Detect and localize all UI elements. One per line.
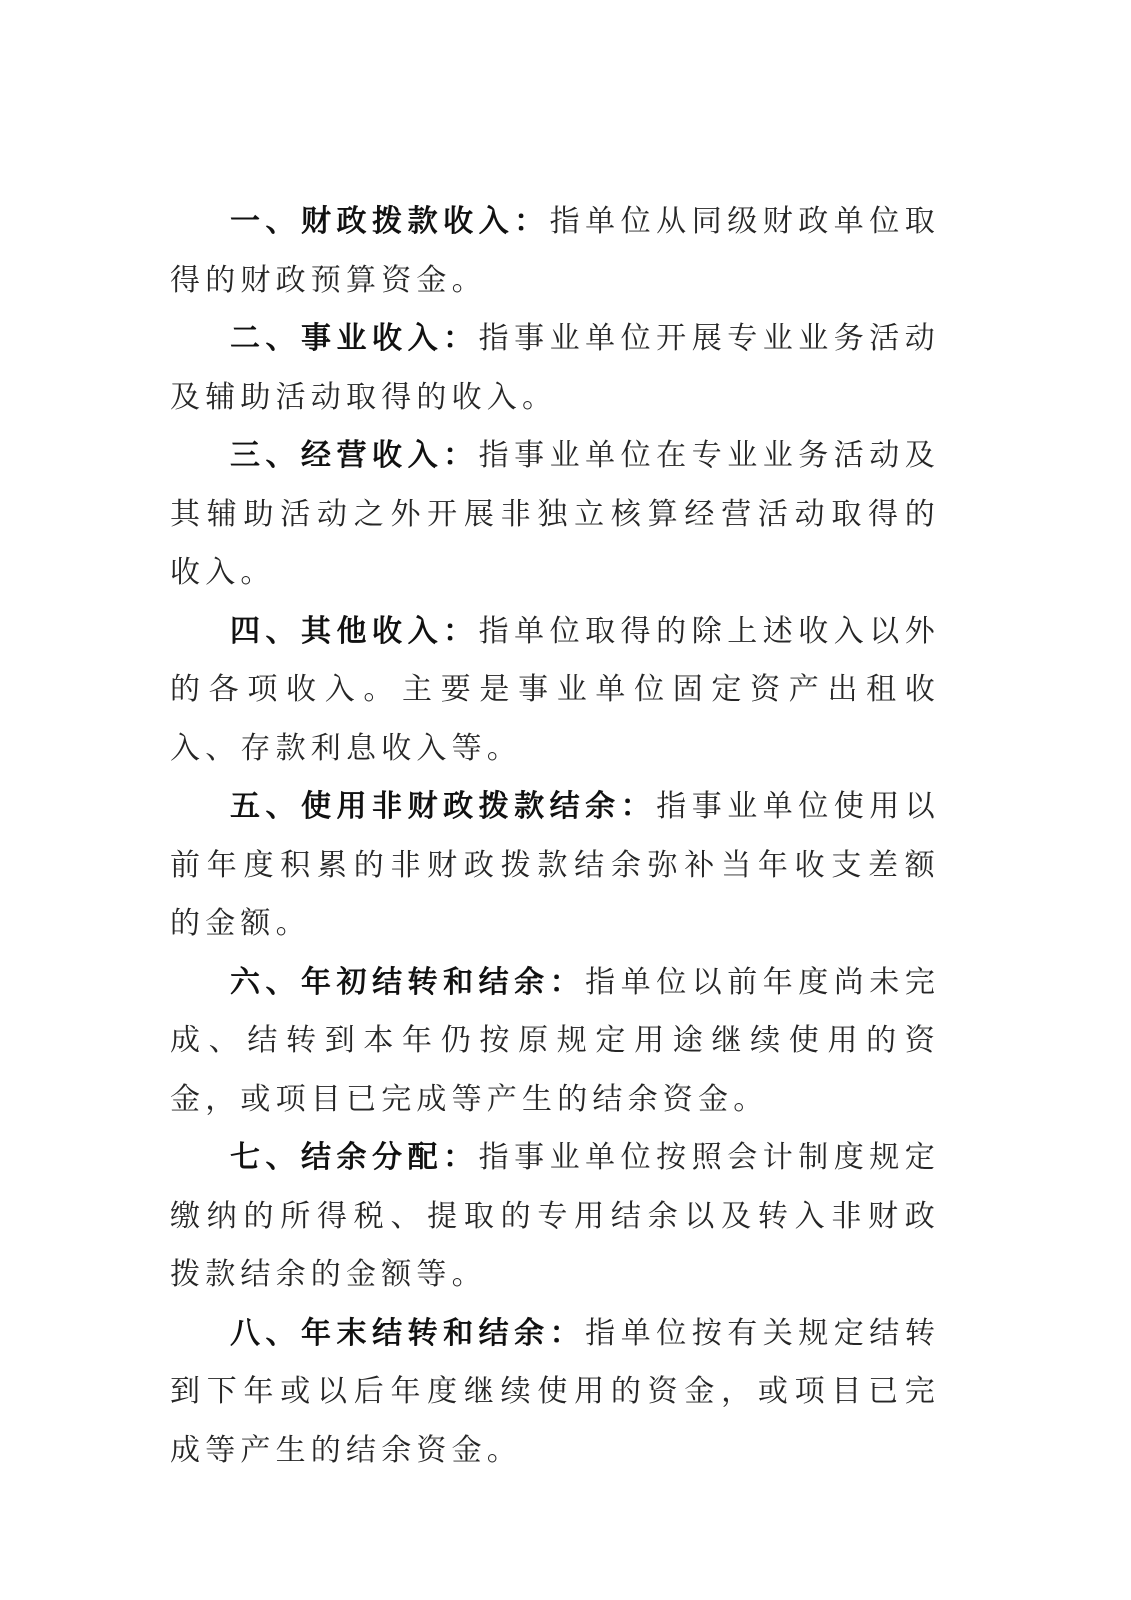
definition-term: 四、其他收入： bbox=[230, 613, 479, 649]
definition-text: 指单位取得的除上述收入以外的各项收入。主要是事业单位固定资产出租收入、存款利息收入等。 bbox=[170, 613, 940, 766]
definition-term: 八、年末结转和结余： bbox=[230, 1315, 586, 1351]
document-body bbox=[170, 193, 940, 1480]
definition-paragraph-6 bbox=[170, 954, 940, 1130]
definition-text: 指事业单位使用以前年度积累的非财政拨款结余弥补当年收支差额的金额。 bbox=[170, 789, 940, 941]
definition-text: 指单位从同级财政单位取得的财政预算资金。 bbox=[170, 204, 940, 298]
definition-term: 二、事业收入： bbox=[230, 321, 479, 356]
definition-text: 指事业单位按照会计制度规定缴纳的所得税、提取的专用结余以及转入非财政拨款结余的金额等。 bbox=[170, 1140, 940, 1292]
definition-paragraph-1 bbox=[170, 193, 940, 310]
definition-paragraph-2 bbox=[170, 310, 940, 427]
definition-text: 指单位以前年度尚未完成、结转到本年仍按原规定用途继续使用的资金，或项目已完成等产生的结余资金。 bbox=[170, 964, 941, 1117]
definition-paragraph-5 bbox=[170, 778, 940, 954]
definition-text: 指事业单位在专业业务活动及其辅助活动之外开展非独立核算经营活动取得的收入。 bbox=[170, 438, 940, 590]
definition-term: 六、年初结转和结余： bbox=[230, 964, 586, 1000]
definition-term: 七、结余分配： bbox=[230, 1140, 479, 1175]
definition-term: 一、财政拨款收入： bbox=[230, 204, 550, 239]
definition-paragraph-8 bbox=[170, 1305, 940, 1481]
definition-term: 五、使用非财政拨款结余： bbox=[230, 789, 657, 824]
definition-term: 三、经营收入： bbox=[230, 438, 479, 473]
definition-paragraph-3 bbox=[170, 427, 940, 603]
definition-paragraph-4 bbox=[170, 603, 940, 779]
definition-text: 指事业单位开展专业业务活动及辅助活动取得的收入。 bbox=[170, 321, 940, 415]
definition-paragraph-7 bbox=[170, 1129, 940, 1305]
definition-text: 指单位按有关规定结转到下年或以后年度继续使用的资金，或项目已完成等产生的结余资金。 bbox=[170, 1315, 941, 1468]
